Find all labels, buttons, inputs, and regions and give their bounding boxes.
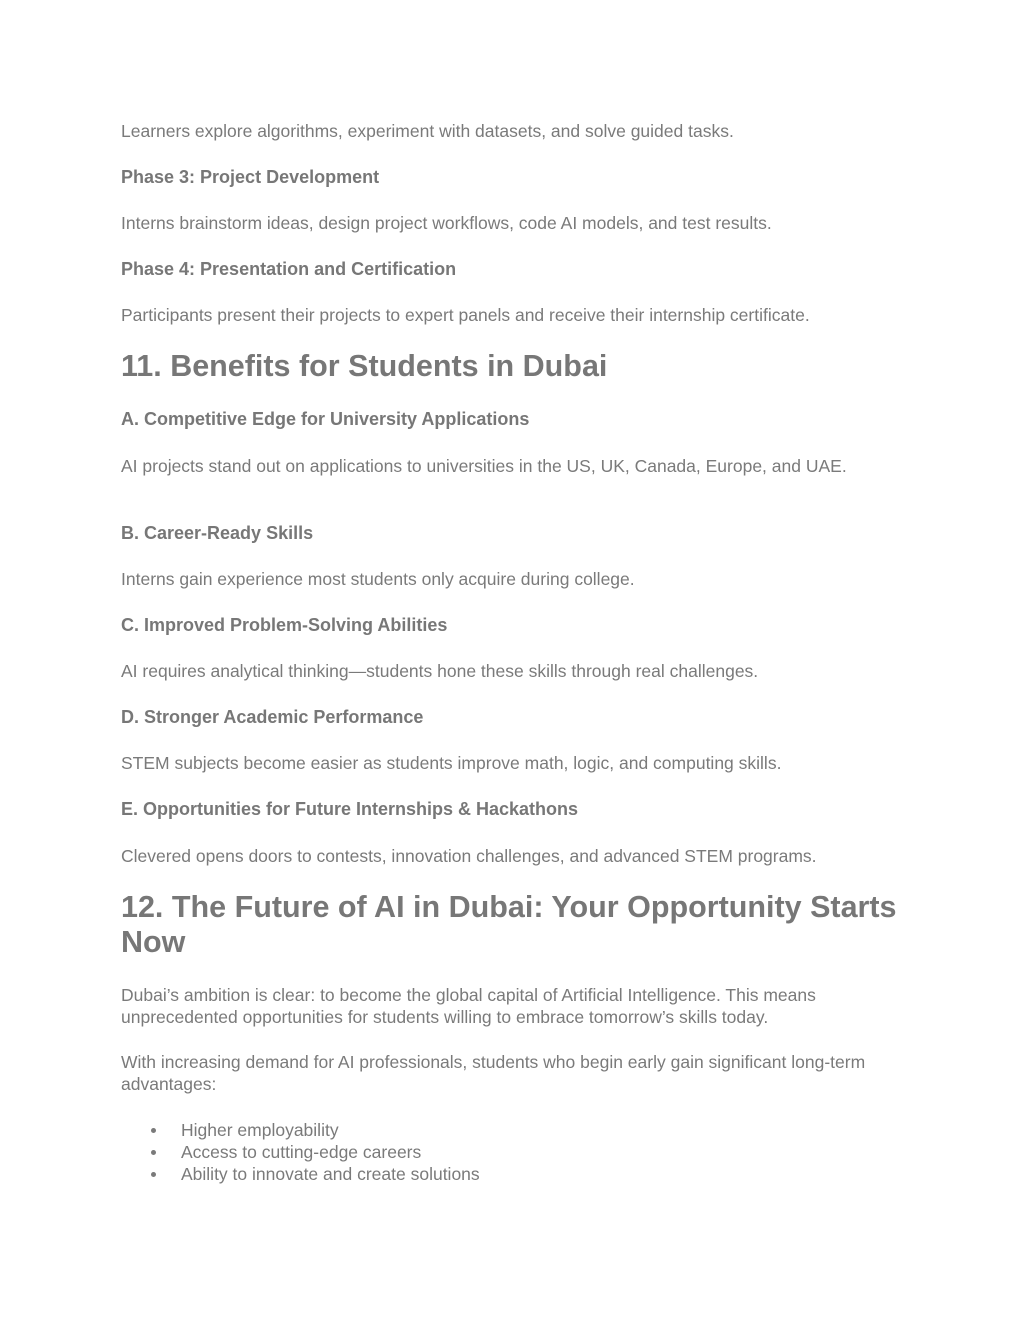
- bullet-icon: [151, 1128, 156, 1133]
- phase-3-heading: Phase 3: Project Development: [121, 167, 380, 187]
- benefit-a-heading: A. Competitive Edge for University Applications: [121, 409, 530, 429]
- phase-4-paragraph: Participants present their projects to expert panels and receive their internship certificate.: [121, 305, 810, 325]
- benefit-e-paragraph: Clevered opens doors to contests, innovation challenges, and advanced STEM programs.: [121, 846, 817, 866]
- section-11-title: 11. Benefits for Students in Dubai: [121, 349, 608, 383]
- benefit-b-paragraph: Interns gain experience most students only acquire during college.: [121, 569, 635, 589]
- benefit-d-heading: D. Stronger Academic Performance: [121, 707, 424, 727]
- bullet-icon: [151, 1172, 156, 1177]
- benefit-b-heading: B. Career-Ready Skills: [121, 523, 314, 543]
- learners-paragraph: Learners explore algorithms, experiment with datasets, and solve guided tasks.: [121, 121, 734, 141]
- list-item: Higher employability: [121, 1119, 480, 1141]
- section-12-paragraph-1: Dubai’s ambition is clear: to become the global capital of Artificial Intelligence. This means unprecedented opportunities for students willing to embrace tomorrow’s skills today.: [121, 985, 816, 1027]
- section-12-title: 12. The Future of AI in Dubai: Your Opportunity Starts Now: [121, 890, 897, 959]
- benefit-d-paragraph: STEM subjects become easier as students improve math, logic, and computing skills.: [121, 753, 782, 773]
- phase-3-paragraph: Interns brainstorm ideas, design project workflows, code AI models, and test results.: [121, 213, 772, 233]
- list-item: Access to cutting-edge careers: [121, 1141, 480, 1163]
- benefit-a-paragraph: AI projects stand out on applications to universities in the US, UK, Canada, Europe, and UAE.: [121, 456, 847, 476]
- section-12-paragraph-2: With increasing demand for AI professionals, students who begin early gain significant long-term advantages:: [121, 1052, 866, 1094]
- advantages-list: [121, 1119, 480, 1185]
- benefit-c-heading: C. Improved Problem-Solving Abilities: [121, 615, 448, 635]
- list-item: Ability to innovate and create solutions: [121, 1163, 480, 1185]
- benefit-e-heading: E. Opportunities for Future Internships & Hackathons: [121, 799, 579, 819]
- bullet-icon: [151, 1150, 156, 1155]
- benefit-c-paragraph: AI requires analytical thinking—students hone these skills through real challenges.: [121, 661, 759, 681]
- phase-4-heading: Phase 4: Presentation and Certification: [121, 259, 457, 279]
